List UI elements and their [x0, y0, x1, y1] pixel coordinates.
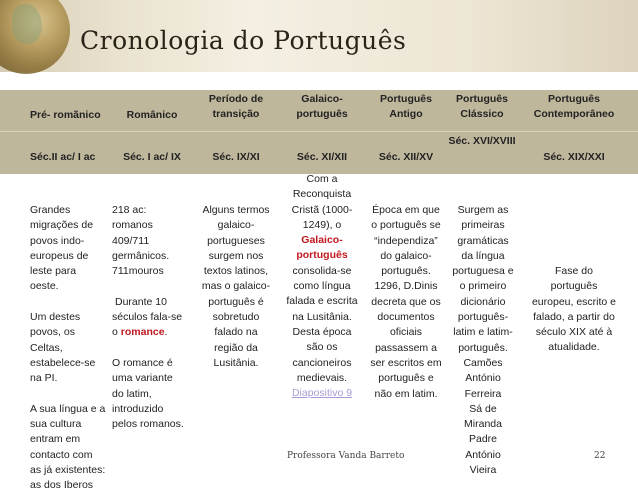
cell-pre-romanico [30, 203, 112, 494]
text-fragment: . [164, 326, 168, 339]
header-periodo-transicao: Período de transição [208, 93, 264, 121]
text-line: 711mouros [112, 265, 164, 278]
text-line: português é [208, 295, 264, 308]
text-line: consolida-se [292, 264, 352, 277]
text-line: latim e latim- [453, 326, 513, 339]
text-line: europeu, escrito e [531, 295, 617, 308]
period-antigo: Séc. XII/XV [378, 151, 434, 163]
text-line: falada e escrita [286, 295, 358, 308]
period-pre-romanico: Séc.II ac/ I ac [30, 151, 96, 163]
spacer [30, 295, 112, 310]
text-line: 1296, D.Dinis [374, 280, 438, 293]
text-line: na PI. [30, 372, 58, 385]
text-line: da língua [461, 249, 505, 262]
text-line: “independiza” [374, 234, 438, 247]
spacer [112, 341, 196, 356]
text-line: as dos Iberos [30, 479, 94, 492]
header-portugues-contemporaneo: Português Contemporâneo [533, 93, 615, 121]
text-line: século XIX até à [535, 326, 613, 339]
text-line: textos latinos, [203, 265, 269, 278]
cell-portugues-antigo [362, 203, 450, 402]
text-line: não em latim. [374, 387, 438, 400]
text-line [112, 325, 196, 340]
text-line: primeiras [461, 219, 505, 232]
text-line: O romance é [112, 356, 173, 369]
text-line: na Lusitânia. [292, 310, 352, 323]
highlight-portugues: português [296, 249, 348, 262]
text-line: uma variante [112, 372, 173, 385]
slide-title: Cronologia do Português [80, 26, 407, 55]
text-line: o português se [371, 219, 441, 232]
text-line: romanos [112, 219, 153, 232]
text-line: estabelece-se [30, 356, 96, 369]
header-portugues-classico: Português Clássico [456, 93, 508, 121]
text-line: António [465, 448, 501, 461]
text-line: do latim, [112, 387, 152, 400]
text-line: decreta que os [371, 295, 441, 308]
text-fragment: o [112, 326, 121, 339]
text-line: português- [457, 311, 509, 324]
text-line: surgem nos [208, 249, 264, 262]
text-line: como língua [293, 280, 351, 293]
text-line: 218 ac: [112, 204, 147, 216]
header-portugues-antigo: Português Antigo [380, 93, 432, 121]
text-line: gramáticas [457, 234, 509, 247]
text-line: Ferreira [464, 387, 502, 400]
text-line: galaico- [217, 219, 255, 232]
highlight-galaico: Galaico- [301, 234, 343, 247]
text-line: português. [458, 341, 508, 354]
text-line: Padre [468, 433, 498, 446]
text-line: 409/711 [112, 234, 150, 247]
globe-image [0, 0, 70, 74]
text-line: português [550, 280, 598, 293]
text-line: sobretudo [212, 311, 260, 324]
text-line: germânicos. [112, 249, 170, 262]
text-line: António [465, 372, 501, 385]
text-line: portugueses [207, 234, 265, 247]
header-galaico-portugues: Galaico-português [296, 93, 348, 121]
spacer [112, 279, 196, 294]
cell-portugues-classico [446, 203, 520, 478]
text-line: europeus de [30, 249, 89, 262]
text-line: séculos fala-se [112, 311, 183, 324]
header-divider [0, 131, 638, 132]
text-line: Sá de [469, 402, 497, 415]
text-line: Surgem as [457, 204, 509, 216]
period-romanico: Séc. I ac/ IX [123, 151, 181, 163]
text-line: portuguesa e [452, 265, 514, 278]
text-line: contacto com [30, 448, 93, 461]
text-line: Camões [463, 356, 503, 369]
text-line: introduzido [112, 402, 164, 415]
text-line: o primeiro [459, 280, 507, 293]
header-romanico: Românico [126, 109, 178, 121]
text-line: leste para [30, 265, 77, 278]
header-pre-romanico: Pré- romãnico [30, 109, 101, 121]
text-line: Com a [306, 173, 338, 185]
text-line: português. [381, 265, 431, 278]
cell-portugues-contemporaneo [522, 264, 626, 356]
text-line: documentos [377, 311, 435, 324]
diapositivo-link[interactable]: Diapositivo 9 [291, 387, 353, 400]
text-line: atualidade. [548, 341, 600, 354]
text-line: cancioneiros [292, 356, 352, 369]
cell-galaico-portugues [278, 172, 366, 401]
text-line: Vieira [469, 464, 497, 477]
text-line: do galaico- [380, 249, 432, 262]
footer-author: Professora Vanda Barreto [287, 451, 405, 461]
text-line: Alguns termos [202, 204, 270, 216]
period-galaico: Séc. XI/XII [296, 151, 348, 163]
text-line: pelos romanos. [112, 418, 184, 431]
text-line: Lusitânia. [213, 356, 259, 369]
text-line: dicionário [460, 295, 506, 308]
text-line: Durante 10 [115, 295, 167, 308]
text-line: português e [378, 372, 434, 385]
period-classico: Séc. XVI/XVIII [448, 135, 516, 147]
period-contemporaneo: Séc. XIX/XXI [543, 151, 605, 163]
text-line: Desta época [292, 325, 352, 338]
text-line: mas o galaico- [201, 280, 271, 293]
text-line: Um destes [30, 311, 81, 324]
text-line: migrações de [30, 219, 94, 232]
text-line: as já existentes: [30, 464, 106, 477]
cell-romanico [112, 203, 196, 432]
text-line: povos indo- [30, 234, 85, 247]
text-line: região da [214, 341, 258, 354]
spacer [30, 387, 112, 402]
text-line: falado, a partir do [533, 310, 615, 323]
text-line: Reconquista [292, 188, 352, 201]
text-line: oficiais [389, 326, 423, 339]
period-transicao: Séc. IX/XI [212, 151, 260, 163]
text-line: Celtas, [30, 341, 63, 354]
text-line: falado na [214, 326, 258, 339]
text-line: são os [306, 341, 338, 354]
text-line: passassem a [375, 341, 437, 354]
text-line: entram em [30, 433, 81, 446]
text-line: Grandes [30, 204, 71, 216]
page-number: 22 [594, 451, 606, 461]
text-line: oeste. [30, 280, 59, 293]
text-line: Cristã (1000- [291, 203, 353, 216]
text-line: A sua língua e a [30, 402, 106, 415]
text-line: Época em que [372, 204, 440, 216]
text-line: povos, os [30, 326, 75, 339]
cell-periodo-transicao [194, 203, 278, 371]
text-line: Miranda [464, 418, 502, 431]
highlight-romance: romance [120, 326, 165, 339]
text-line: sua cultura [30, 418, 82, 431]
text-line: ser escritos em [370, 356, 442, 369]
title-banner [0, 0, 638, 72]
text-line: 1249), o [302, 218, 342, 231]
text-line: Fase do [555, 265, 593, 277]
text-line: medievais. [296, 371, 348, 384]
